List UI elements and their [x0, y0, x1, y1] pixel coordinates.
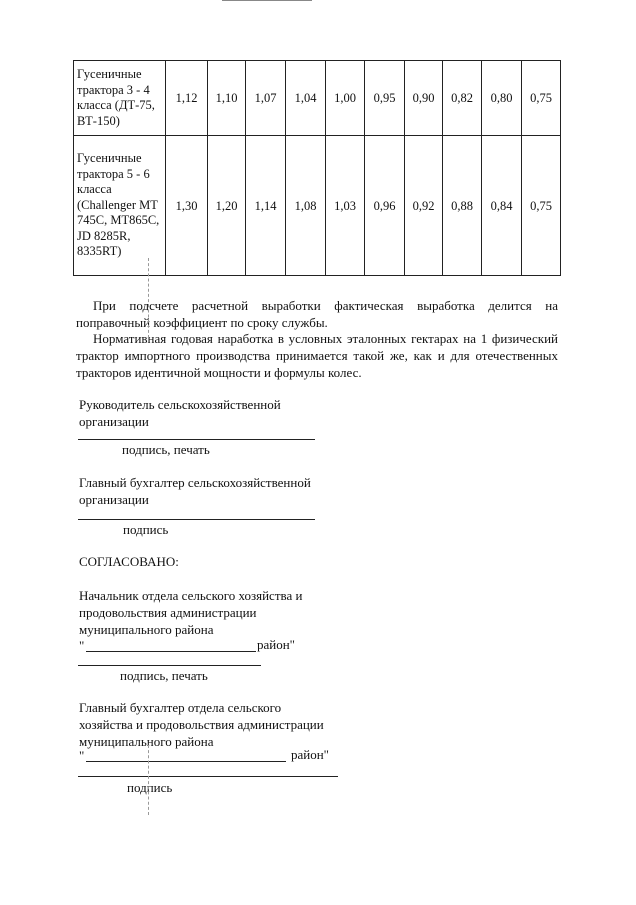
table-cell: 0,75	[522, 136, 561, 276]
table-cell: 0,88	[443, 136, 482, 276]
table-cell: 0,95	[365, 61, 405, 136]
row-name: Гусеничные трактора 5 - 6 класса (Challenger МТ 745С, МТ865С, JD 8285R, 8335RT)	[74, 136, 166, 276]
table-cell: 0,96	[365, 136, 405, 276]
table-row	[74, 61, 561, 136]
dept-head-district-suffix: район"	[257, 637, 295, 652]
dept-head-district-open: "	[79, 638, 85, 653]
table-cell: 0,92	[405, 136, 443, 276]
table-cell: 1,03	[326, 136, 365, 276]
dept-accountant-district-line	[86, 761, 286, 762]
agreed-label: СОГЛАСОВАНО:	[79, 554, 179, 569]
head-title: Руководитель сельскохозяйственной организации	[79, 397, 281, 429]
dept-accountant-title: Главный бухгалтер отдела сельского хозяйства и продовольствия администрации муниципального района	[79, 700, 324, 749]
table-cell: 0,75	[522, 61, 561, 136]
dept-head-caption: подпись, печать	[120, 668, 208, 683]
table-cell: 1,04	[286, 61, 326, 136]
head-caption: подпись, печать	[122, 442, 210, 457]
scan-artifact-mark	[148, 258, 150, 338]
scan-artifact-mark	[148, 745, 150, 815]
dept-head-title: Начальник отдела сельского хозяйства и продовольствия администрации муниципального района	[79, 588, 303, 637]
table-row	[74, 136, 561, 276]
coefficient-table	[73, 60, 561, 276]
dept-accountant-district-open: "	[79, 748, 85, 763]
table-cell: 0,82	[443, 61, 482, 136]
table-cell: 1,30	[166, 136, 208, 276]
accountant-caption: подпись	[123, 522, 169, 537]
table-cell: 1,14	[246, 136, 286, 276]
head-signature-line	[78, 439, 315, 440]
table-cell: 1,07	[246, 61, 286, 136]
paragraph-calculation: При подсчете расчетной выработки фактическая выработка делится на поправочный коэффициент по сроку службы.	[76, 298, 558, 330]
dept-accountant-signature-line	[78, 776, 338, 777]
table-cell: 0,84	[482, 136, 522, 276]
table-cell: 1,12	[166, 61, 208, 136]
table-cell: 1,00	[326, 61, 365, 136]
table-cell: 0,90	[405, 61, 443, 136]
row-name: Гусеничные трактора 3 - 4 класса (ДТ-75, ВТ-150)	[74, 61, 166, 136]
accountant-signature-line	[78, 519, 315, 520]
top-rule	[222, 0, 312, 1]
dept-accountant-district-suffix: район"	[291, 747, 329, 762]
paragraph-norm: Нормативная годовая наработка в условных эталонных гектарах на 1 физический трактор импортного производства принимается такой же, как и для отечественных тракторов идентичной мощности и формулы колес.	[76, 331, 558, 380]
table-cell: 0,80	[482, 61, 522, 136]
table-cell: 1,10	[208, 61, 246, 136]
dept-head-district-line	[86, 651, 256, 652]
table-cell: 1,08	[286, 136, 326, 276]
dept-head-signature-line	[78, 665, 261, 666]
dept-accountant-caption: подпись	[127, 780, 173, 795]
accountant-title: Главный бухгалтер сельскохозяйственной организации	[79, 475, 311, 507]
table-cell: 1,20	[208, 136, 246, 276]
